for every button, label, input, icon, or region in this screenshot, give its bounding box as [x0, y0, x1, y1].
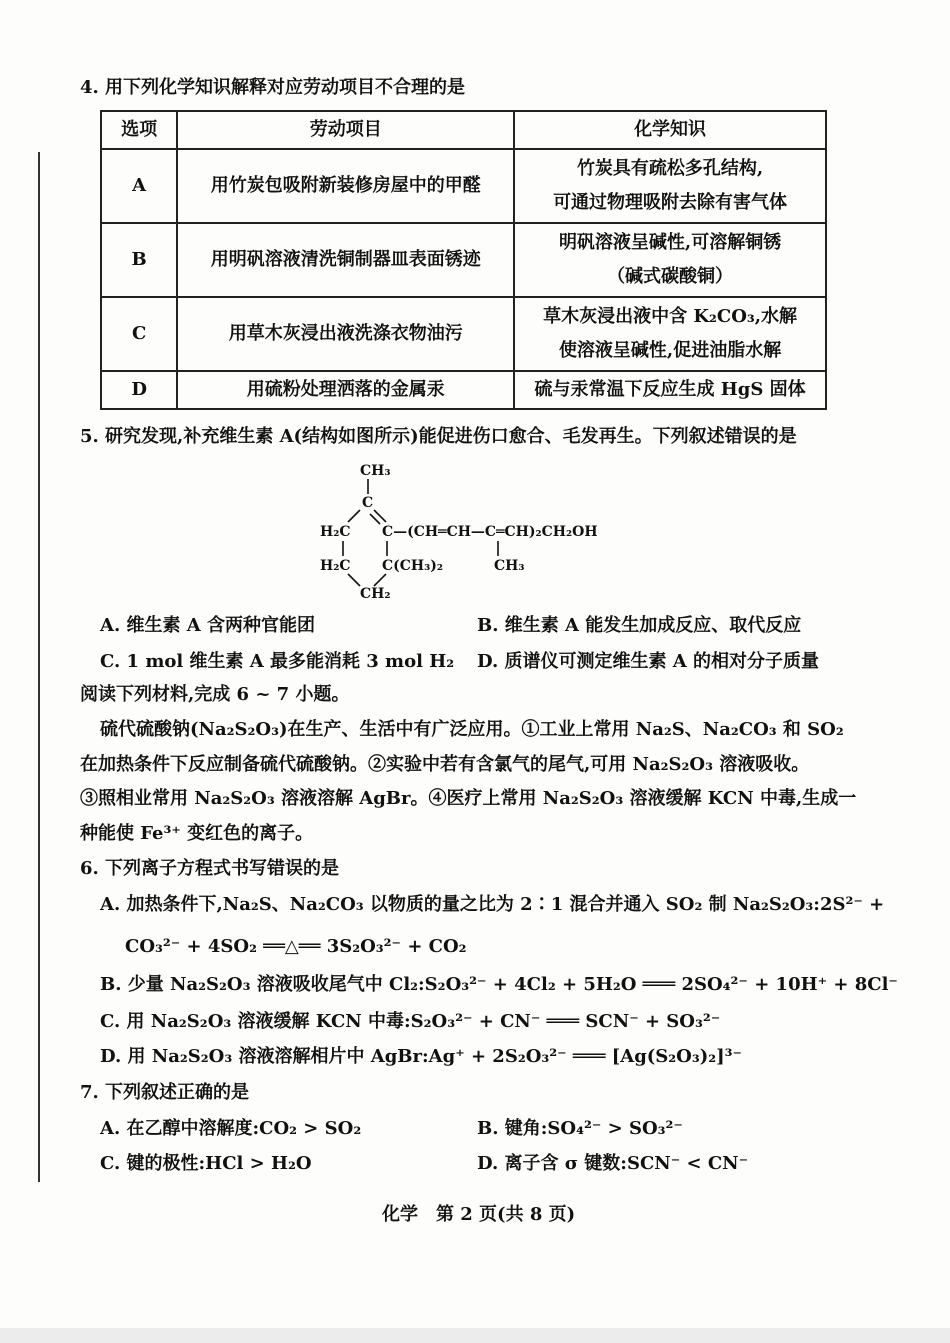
struct-c-top: C	[362, 495, 374, 511]
struct-ch3-side: CH₃	[494, 558, 525, 574]
knowledge-line: 竹炭具有疏松多孔结构,	[576, 158, 764, 179]
vitamin-a-structure	[310, 458, 630, 608]
struct-ch3-top: CH₃	[360, 463, 391, 479]
header-option: 选项	[101, 111, 177, 149]
knowledge-line: （碱式碳酸铜）	[607, 266, 734, 287]
q7-option-c: C. 键的极性:HCl > H₂O	[100, 1153, 312, 1174]
struct-cme2: C(CH₃)₂	[382, 558, 444, 574]
q7-option-a: A. 在乙醇中溶解度:CO₂ > SO₂	[100, 1118, 362, 1139]
table-row	[101, 297, 826, 371]
q6-option-a: A. 加热条件下,Na₂S、Na₂CO₃ 以物质的量之比为 2∶1 混合并通入 SO₂ 制 Na₂S₂O₃:2S²⁻ +	[100, 894, 885, 915]
q5-option-a: A. 维生素 A 含两种官能团	[100, 615, 315, 636]
table-header-row	[101, 111, 826, 149]
bond	[348, 574, 360, 586]
q5-option-b: B. 维生素 A 能发生加成反应、取代反应	[477, 615, 802, 636]
struct-chain: C—(CH═CH—C═CH)₂CH₂OH	[382, 524, 598, 540]
knowledge-line: 可通过物理吸附去除有害气体	[553, 192, 788, 213]
row-option: D	[101, 371, 177, 409]
row-knowledge	[514, 223, 826, 297]
table-row	[101, 149, 826, 223]
q4-table	[100, 110, 827, 410]
struct-ch2-bottom: CH₂	[360, 586, 391, 602]
table-row	[101, 371, 826, 409]
table-row	[101, 223, 826, 297]
struct-h2c-1: H₂C	[320, 524, 351, 540]
bond	[374, 574, 386, 586]
q6-stem: 6. 下列离子方程式书写错误的是	[80, 858, 340, 879]
q6-option-a-equation: CO₃²⁻ + 4SO₂ ══△══ 3S₂O₃²⁻ + CO₂	[125, 936, 467, 957]
scan-edge	[0, 1328, 950, 1343]
row-project: 用竹炭包吸附新装修房屋中的甲醛	[177, 149, 514, 223]
q4-stem: 4. 用下列化学知识解释对应劳动项目不合理的是	[80, 77, 466, 98]
q7-option-b: B. 键角:SO₄²⁻ > SO₃²⁻	[477, 1118, 683, 1139]
q5-option-d: D. 质谱仪可测定维生素 A 的相对分子质量	[477, 651, 819, 672]
q7-option-d: D. 离子含 σ 键数:SCN⁻ < CN⁻	[477, 1153, 749, 1174]
q6-option-b: B. 少量 Na₂S₂O₃ 溶液吸收尾气中 Cl₂:S₂O₃²⁻ + 4Cl₂ + 5H₂O ═══ 2SO₄²⁻ + 10H⁺ + 8Cl⁻	[100, 974, 898, 995]
row-option: C	[101, 297, 177, 371]
margin-rule	[38, 152, 40, 1182]
header-project: 劳动项目	[177, 111, 514, 149]
q7-stem: 7. 下列叙述正确的是	[80, 1082, 250, 1103]
row-knowledge	[514, 297, 826, 371]
bond	[348, 510, 360, 522]
row-project: 用草木灰浸出液洗涤衣物油污	[177, 297, 514, 371]
row-option: B	[101, 223, 177, 297]
reading-line: ③照相业常用 Na₂S₂O₃ 溶液溶解 AgBr。④医疗上常用 Na₂S₂O₃ 溶液缓解 KCN 中毒,生成一	[80, 788, 857, 809]
struct-h2c-2: H₂C	[320, 558, 351, 574]
knowledge-line: 草木灰浸出液中含 K₂CO₃,水解	[543, 306, 798, 327]
reading-line: 在加热条件下反应制备硫代硫酸钠。②实验中若有含氯气的尾气,可用 Na₂S₂O₃ 溶液吸收。	[80, 754, 810, 775]
row-project: 用明矾溶液清洗铜制器皿表面锈迹	[177, 223, 514, 297]
knowledge-line: 使溶液呈碱性,促进油脂水解	[558, 340, 782, 361]
reading-line: 种能使 Fe³⁺ 变红色的离子。	[80, 823, 314, 844]
header-knowledge: 化学知识	[514, 111, 826, 149]
q5-option-c: C. 1 mol 维生素 A 最多能消耗 3 mol H₂	[100, 651, 455, 672]
reading-line: 硫代硫酸钠(Na₂S₂O₃)在生产、生活中有广泛应用。①工业上常用 Na₂S、Na₂CO₃ 和 SO₂	[100, 719, 844, 740]
knowledge-line: 明矾溶液呈碱性,可溶解铜锈	[558, 232, 782, 253]
row-knowledge	[514, 149, 826, 223]
q6-option-d: D. 用 Na₂S₂O₃ 溶液溶解相片中 AgBr:Ag⁺ + 2S₂O₃²⁻ ═══ [Ag(S₂O₃)₂]³⁻	[100, 1046, 743, 1067]
row-knowledge: 硫与汞常温下反应生成 HgS 固体	[514, 371, 826, 409]
row-project: 用硫粉处理洒落的金属汞	[177, 371, 514, 409]
reading-intro: 阅读下列材料,完成 6 ~ 7 小题。	[80, 684, 350, 705]
page-footer: 化学 第 2 页(共 8 页)	[382, 1204, 576, 1225]
q5-stem: 5. 研究发现,补充维生素 A(结构如图所示)能促进伤口愈合、毛发再生。下列叙述错误的是	[80, 426, 797, 447]
row-option: A	[101, 149, 177, 223]
q6-option-c: C. 用 Na₂S₂O₃ 溶液缓解 KCN 中毒:S₂O₃²⁻ + CN⁻ ═══ SCN⁻ + SO₃²⁻	[100, 1011, 721, 1032]
